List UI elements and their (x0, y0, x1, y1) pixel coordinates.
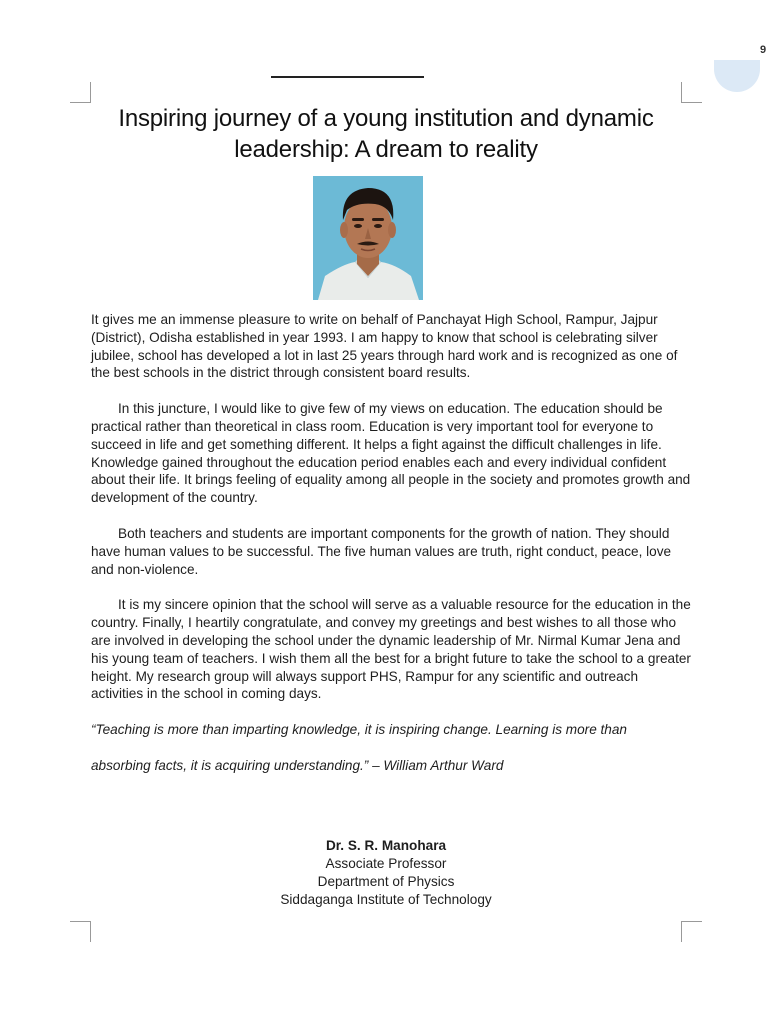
article-body (91, 311, 691, 793)
paragraph-1: It gives me an immense pleasure to write on behalf of Panchayat High School, Rampur, Jajpur (District), Odisha established in year 1993. I am happy to know that school is celebrating silver jubilee, school has developed a lot in last 25 years through hard work and is recognized as one of the best schools in the district through consistent board results. (91, 312, 678, 381)
quote-line-1: “Teaching is more than imparting knowledge, it is inspiring change. Learning is more than (91, 722, 627, 738)
author-name: Dr. S. R. Manohara (325, 838, 447, 853)
page-number: 9 (760, 44, 767, 56)
crop-mark-top-left (70, 82, 91, 103)
signature-block (200, 837, 572, 909)
article-title: Inspiring journey of a young institution and dynamic leadership: A dream to reality (118, 105, 654, 163)
top-divider-line (271, 76, 424, 78)
crop-mark-bottom-right (681, 921, 702, 942)
author-designation: Associate Professor (325, 856, 447, 871)
author-institution: Siddaganga Institute of Technology (280, 892, 492, 907)
crop-mark-top-right (681, 82, 702, 103)
paragraph-3: Both teachers and students are important components for the growth of nation. They should have human values to be successful. The five human values are truth, right conduct, peace, love and non-violence. (91, 525, 672, 577)
paragraph-4: It is my sincere opinion that the school will serve as a valuable resource for the education in the country. Finally, I heartily congratulate, and convey my greetings and best wishes to all those who are involved in developing the school under the dynamic leadership of Mr. Nirmal Kumar Jena and his young team of teachers. I wish them all the best for a bright future to take the school to a greater height. My research group will always support PHS, Rampur for any scientific and outreach activities in the school in coming days. (91, 597, 691, 702)
author-department: Department of Physics (317, 874, 455, 889)
crop-mark-bottom-left (70, 921, 91, 942)
author-photo (313, 176, 423, 300)
quote-line-2: absorbing facts, it is acquiring understanding.” – William Arthur Ward (91, 757, 504, 773)
paragraph-2: In this juncture, I would like to give few of my views on education. The education should be practical rather than theoretical in class room. Education is very important tool for everyone to succeed in life and get something different. It helps a fight against the difficult challenges in life. Knowledge gained throughout the education period enables each and every individual confident about their life. It brings feeling of equality among all people in the society and promotes growth and development of the country. (91, 401, 691, 506)
corner-blue-mark (714, 60, 760, 92)
